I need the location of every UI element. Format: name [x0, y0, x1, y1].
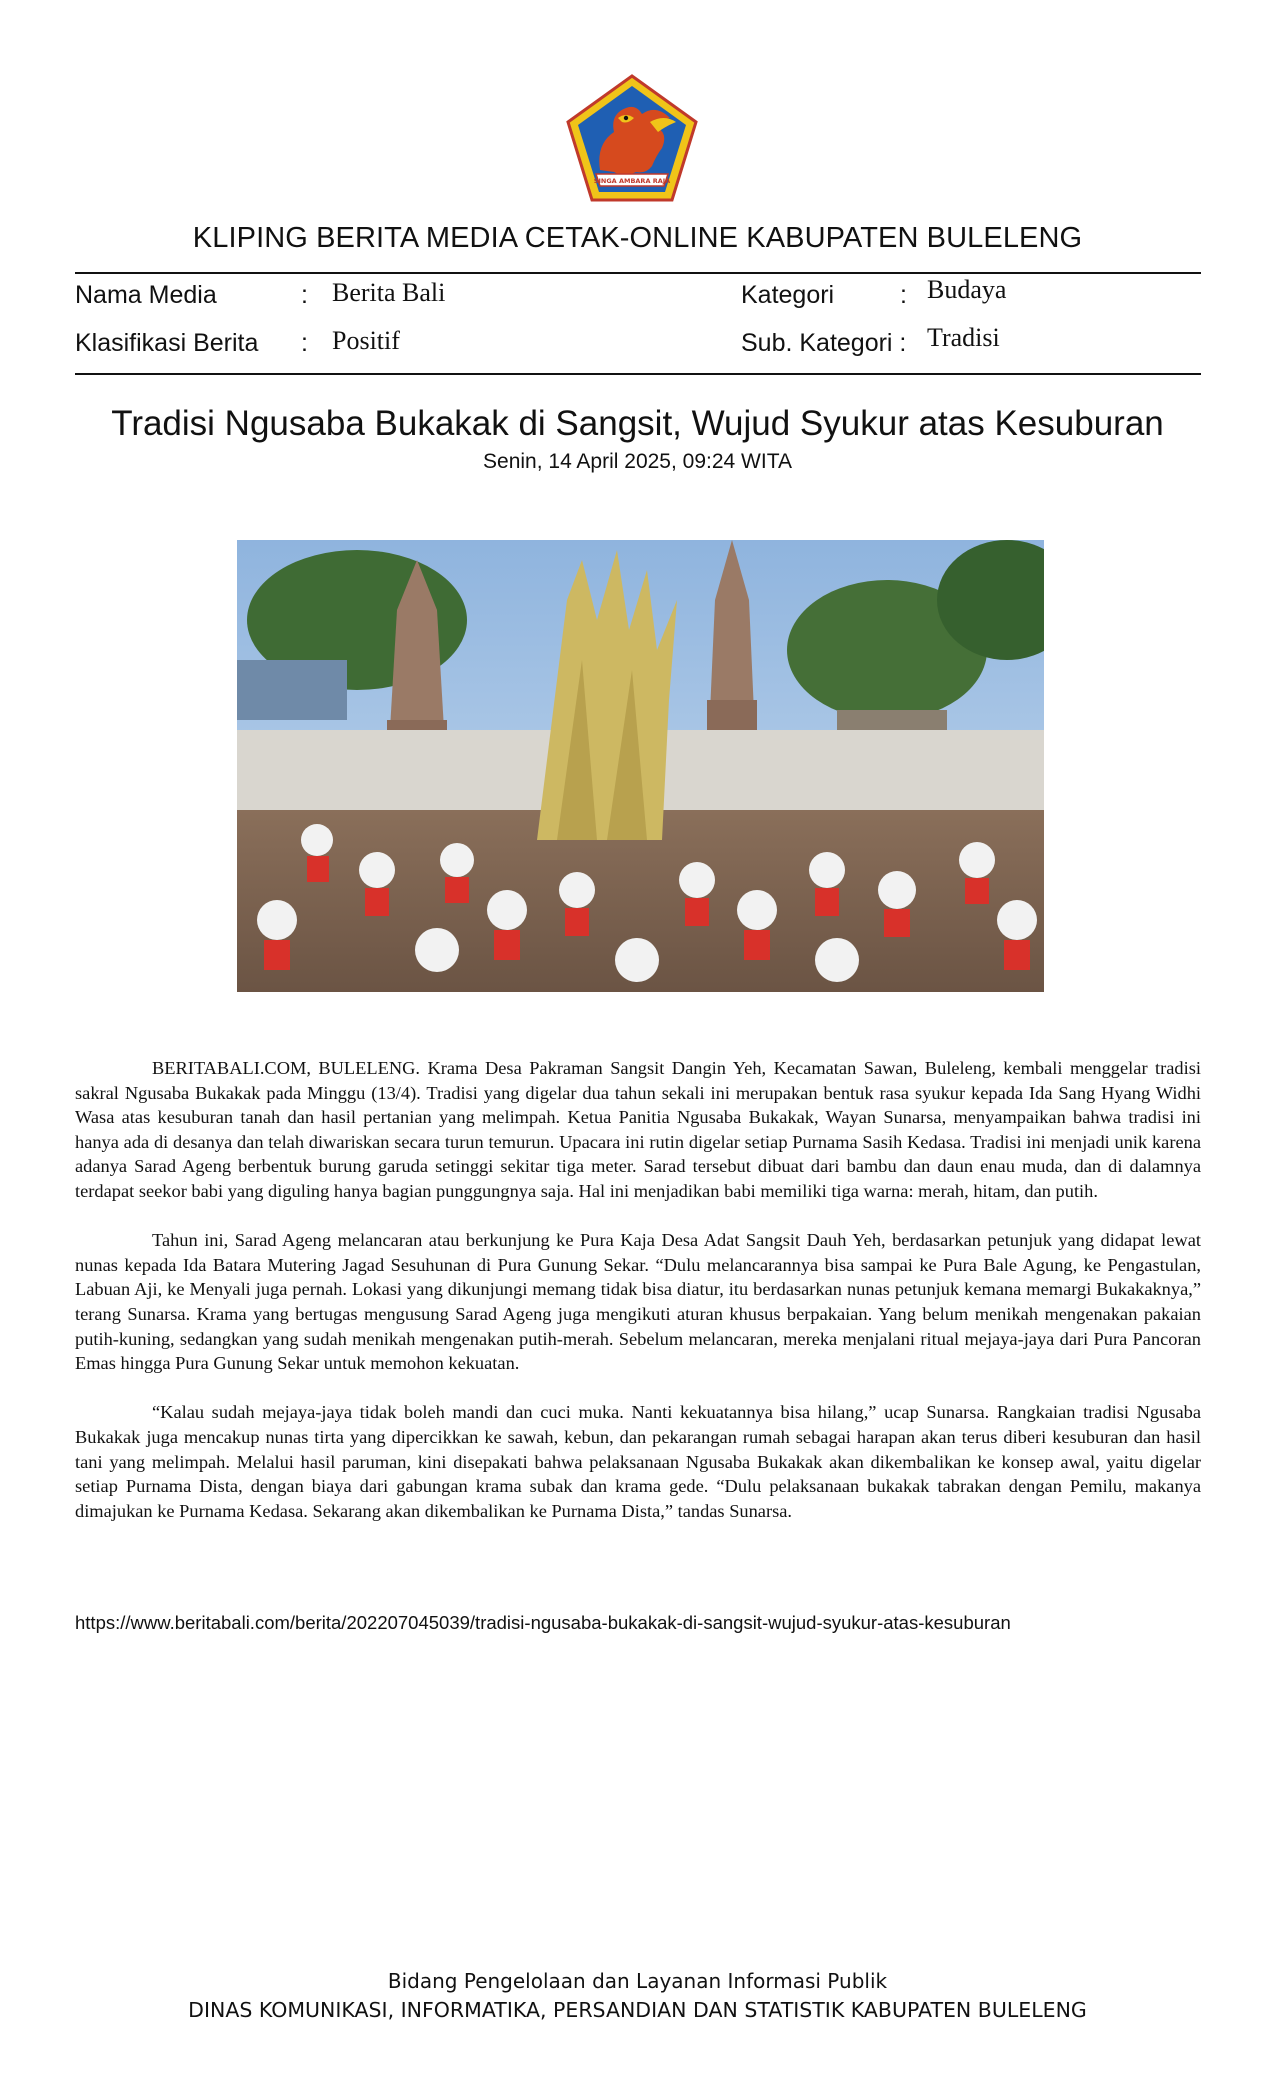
header-divider-bottom	[75, 373, 1201, 375]
buleleng-regency-logo	[566, 74, 698, 202]
meta-row-media	[75, 275, 1201, 321]
article-photo	[237, 540, 1044, 992]
klasifikasi-label: Klasifikasi Berita	[75, 329, 259, 357]
source-url[interactable]: https://www.beritabali.com/berita/202207045039/tradisi-ngusaba-bukakak-di-sangsit-wujud-syukur-atas-kesuburan	[75, 1612, 1011, 1633]
nama-media-label: Nama Media	[75, 281, 217, 309]
kategori-label: Kategori	[741, 281, 835, 309]
colon: :	[900, 281, 907, 309]
article-paragraph: Tahun ini, Sarad Ageng melancaran atau berkunjung ke Pura Kaja Desa Adat Sangsit Dauh Yeh, berdasarkan petunjuk yang didapat lewat nunas kepada Ida Batara Mutering Jagad Sesuhunan di Pura Gunung Sekar. “Dulu melancarannya bisa sampai ke Pura Bale Agung, ke Pengastulan, Labuan Aji, ke Menyali juga pernah. Lokasi yang dikunjungi memang tidak bisa diatur, itu berdasarkan nunas petunjuk kemana memargi Bukakaknya,” terang Sunarsa. Krama yang bertugas mengusung Sarad Ageng juga mengikuti aturan khusus berpakaian. Yang belum menikah mengenakan pakaian putih-kuning, sedangkan yang sudah menikah mengenakan putih-merah. Sebelum melancaran, mereka menjalani ritual mejaya-jaya dari Pura Pancoran Emas hingga Pura Gunung Sekar untuk memohon kekuatan.	[75, 1230, 1201, 1374]
klasifikasi-value: Positif	[332, 326, 400, 355]
article-title: Tradisi Ngusaba Bukakak di Sangsit, Wujud Syukur atas Kesuburan	[111, 404, 1164, 443]
footer-division: Bidang Pengelolaan dan Layanan Informasi Publik	[387, 1969, 888, 1993]
footer-agency: DINAS KOMUNIKASI, INFORMATIKA, PERSANDIAN DAN STATISTIK KABUPATEN BULELENG	[188, 1998, 1087, 2022]
meta-row-klasifikasi	[75, 323, 1201, 369]
header-divider-top	[75, 272, 1201, 274]
logo-motto: SINGA AMBARA RAJA	[593, 177, 671, 185]
sub-kategori-value: Tradisi	[927, 323, 1000, 352]
colon: :	[301, 329, 308, 357]
document-header-title: KLIPING BERITA MEDIA CETAK-ONLINE KABUPATEN BULELENG	[192, 222, 1083, 254]
article-paragraph: BERITABALI.COM, BULELENG. Krama Desa Pakraman Sangsit Dangin Yeh, Kecamatan Sawan, Buleleng, kembali menggelar tradisi sakral Ngusaba Bukakak pada Minggu (13/4). Tradisi yang digelar dua tahun sekali ini merupakan bentuk rasa syukur kepada Ida Sang Hyang Widhi Wasa atas kesuburan tanah dan hasil pertanian yang melimpah. Ketua Panitia Ngusaba Bukakak, Wayan Sunarsa, menyampaikan bahwa tradisi ini hanya ada di desanya dan telah diwariskan secara turun temurun. Upacara ini rutin digelar setiap Purnama Sasih Kedasa. Tradisi ini menjadi unik karena adanya Sarad Ageng berbentuk burung garuda setinggi sekitar tiga meter. Sarad tersebut dibuat dari bambu dan daun enau muda, dan di dalamnya terdapat seekor babi yang diguling hanya bagian punggungnya saja. Hal ini menjadikan babi memiliki tiga warna: merah, hitam, dan putih.	[75, 1058, 1201, 1201]
article-date: Senin, 14 April 2025, 09:24 WITA	[483, 450, 792, 473]
kategori-value: Budaya	[927, 275, 1007, 304]
article-paragraph: “Kalau sudah mejaya-jaya tidak boleh mandi dan cuci muka. Nanti kekuatannya bisa hilang,” ucap Sunarsa. Rangkaian tradisi Ngusaba Bukakak juga mencakup nunas tirta yang dipercikkan ke sawah, kebun, dan pekarangan rumah sebagai harapan akan terus diberi kesuburan dan hasil tani yang melimpah. Melalui hasil paruman, kini disepakati bahwa pelaksanaan Ngusaba Bukakak akan dikembalikan ke konsep awal, yaitu digelar setiap Purnama Dista, dengan biaya dari gabungan krama subak dan krama gede. “Dulu pelaksanaan bukakak tabrakan dengan Pemilu, makanya dimajukan ke Purnama Kedasa. Sekarang akan dikembalikan ke Purnama Dista,” tandas Sunarsa.	[75, 1402, 1201, 1521]
nama-media-value: Berita Bali	[332, 278, 446, 307]
colon: :	[301, 281, 308, 309]
article-body	[75, 1056, 1201, 1548]
sub-kategori-label: Sub. Kategori :	[741, 329, 907, 357]
